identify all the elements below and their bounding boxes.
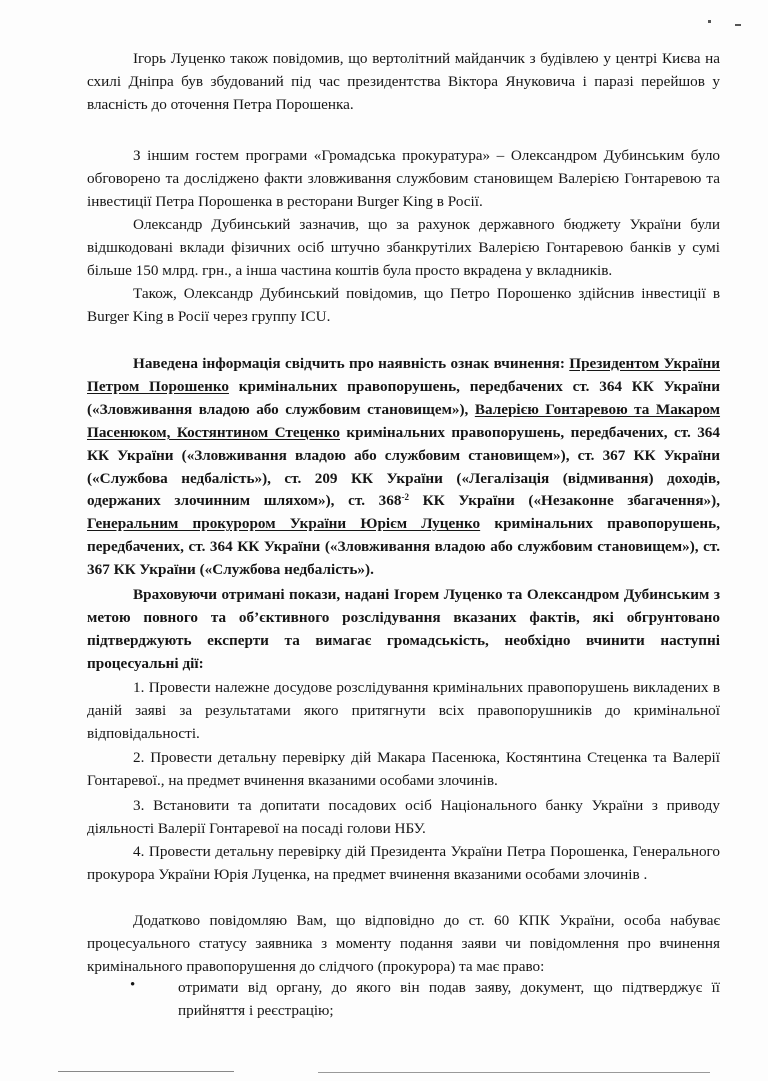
list-item: 1. Провести належне досудове розслідування кримінальних правопорушень викладених в даній заяві за результатами якого притягнути всіх правопорушників до кримінальної відповідальності. (87, 679, 720, 742)
paragraph-crime-signs (87, 353, 720, 582)
paragraph-lutsenko-helipad: Ігорь Луценко також повідомив, що вертолітний майданчик з будівлею у центрі Києва на схилі Дніпра був збудований під час президентства Віктора Януковича і паразі перейшов у власність до оточення Петра Порошенка. (87, 50, 720, 113)
bullet-mark: • (130, 977, 136, 993)
list-item: 2. Провести детальну перевірку дій Макара Пасенюка, Костянтина Стеценка та Валерії Гонтаревої., на предмет вчинення вказаними особами злочинів. (87, 749, 720, 789)
crime-signs-text: Наведена інформація свідчить про наявність ознак вчинення: Президентом України Петром Порошенко кримінальних правопорушень, передбачених ст. 364 КК України («Зловживання владою або службовим становищем»), Валерією Гонтаревою та Макаром Пасенюком, Костянтином Стеценко кримінальних правопорушень, передбачених, ст. 364 КК України («Зловживання владою або службовим становищем»), ст. 367 КК України («Службова недбалість»), ст. 209 КК України («Легалізація (відмивання) доходів, одержаних злочинним шляхом»), ст. $368^{-2}$ КК України («Незаконне збагачення»), Генеральним прокурором України Юрієм Луценко кримінальних правопорушень, передбачених, ст. 364 КК України («Зловживання владою або службовим становищем»), ст. 367 КК України («Службова недбалість»). (87, 355, 721, 579)
underlined-subject-president: Президентом України Петром Порошенко (87, 355, 720, 395)
bullet-item-text: отримати від органу, до якого він подав заяву, документ, що підтверджує її прийняття і реєстрацію; (178, 979, 720, 1019)
underlined-subject-gontareva: Валерією Гонтаревою та Макаром Пасенюком, Костянтином Стеценко (87, 400, 721, 441)
list-item: 4. Провести детальну перевірку дій Президента України Петра Порошенка, Генерального прокурора України Юрія Луценка, на предмет вчинення вказаними особами злочинів . (87, 843, 720, 883)
scan-line (318, 1072, 710, 1073)
article-superscript: -2 (401, 492, 409, 503)
scan-line (58, 1071, 234, 1072)
scan-speck (735, 24, 741, 26)
paragraph-deposits: Олександр Дубинський зазначив, що за рахунок державного бюджету України були відшкодовані вклади фізичних осіб штучно збанкрутілих Валерією Гонтаревою банків у сумі більше 150 млрд. грн., а інша частина коштів була просто вкрадена у вкладників. (87, 216, 720, 279)
scan-speck (708, 20, 711, 23)
paragraph-procedural-actions: Враховуючи отримані покази, надані Ігорем Луценко та Олександром Дубинським з метою повного та об’єктивного розслідування вказаних фактів, які обгрунтовано підтверджують експерти та вимагає громадськість, необхідно вчинити наступні процесуальні дії: (87, 586, 720, 672)
list-item: 3. Встановити та допитати посадових осіб Національного банку України з приводу діяльності Валерії Гонтаревої на посаді голови НБУ. (87, 797, 720, 837)
underlined-subject-prosecutor: Генеральним прокурором України Юрієм Луценко (87, 515, 481, 533)
paragraph-burger-king: Також, Олександр Дубинський повідомив, що Петро Порошенко здійснив інвестиції в Burger King в Росії через группу ICU. (87, 285, 720, 325)
paragraph-dubinsky-guest: З іншим гостем програми «Громадська прокуратура» – Олександром Дубинським було обговорено та досліджено факти зловживання службовим становищем Валерією Гонтаревою та інвестиції Петра Порошенка в ресторани Burger King в Росії. (87, 147, 720, 210)
paragraph-applicant-status: Додатково повідомляю Вам, що відповідно до ст. 60 КПК України, особа набуває процесуального статусу заявника з моменту подання заяви чи повідомлення про вчинення кримінального правопорушення до слідчого (прокурора) та має право: (87, 912, 720, 975)
